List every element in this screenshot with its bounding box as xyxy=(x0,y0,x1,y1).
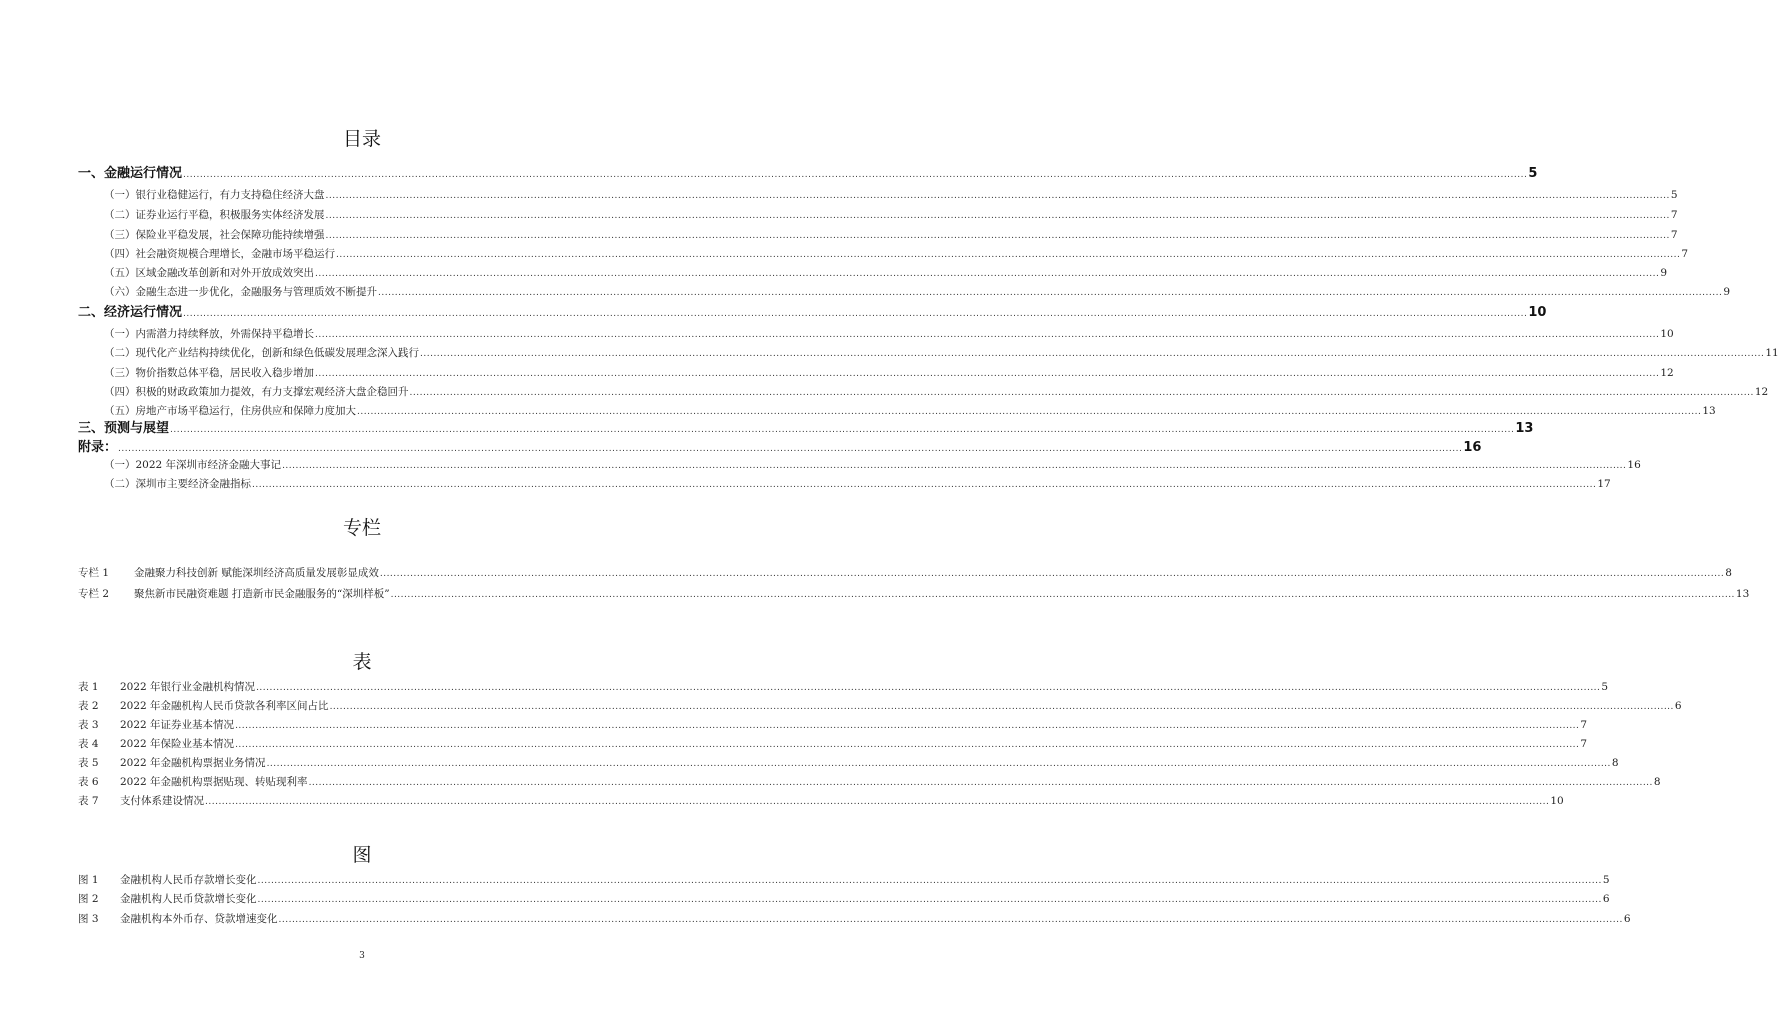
toc-entry[interactable] xyxy=(78,565,1732,581)
dot-leader: ................................................................................................................................................................................................................................................................................................................................................................................................................ xyxy=(205,797,1550,807)
entry-label: 表 3 xyxy=(78,719,99,731)
entry-page-number: 6 xyxy=(1602,893,1610,905)
entry-page-number: 10 xyxy=(1660,328,1674,340)
dot-leader: ................................................................................................................................................................................................................................................................................................................................................................................................................ xyxy=(409,388,1754,398)
dot-leader: ................................................................................................................................................................................................................................................................................................................................................................................................................ xyxy=(235,721,1580,731)
entry-text: 金融机构本外币存、贷款增速变化 xyxy=(120,913,278,925)
dot-leader: ................................................................................................................................................................................................................................................................................................................................................................................................................ xyxy=(257,895,1602,905)
dot-leader: ................................................................................................................................................................................................................................................................................................................................................................................................................ xyxy=(282,461,1627,471)
figures-title: 图 xyxy=(352,844,372,866)
toc-title: 目录 xyxy=(342,128,381,150)
entry-page-number: 13 xyxy=(1702,405,1716,417)
entry-text: （五）房地产市场平稳运行，住房供应和保障力度加大 xyxy=(104,405,356,417)
toc-entry[interactable] xyxy=(78,911,1631,927)
entry-label: 表 4 xyxy=(78,738,99,750)
entry-text: 金融机构人民币贷款增长变化 xyxy=(120,893,257,905)
entry-text: 三、预测与展望 xyxy=(78,421,170,436)
dot-leader: ................................................................................................................................................................................................................................................................................................................................................................................................................ xyxy=(266,759,1611,769)
toc-entry[interactable] xyxy=(104,246,1689,262)
toc-entry[interactable] xyxy=(78,586,1750,602)
entry-page-number: 7 xyxy=(1580,719,1588,731)
entry-page-number: 11 xyxy=(1765,347,1779,359)
toc-entry[interactable] xyxy=(104,284,1731,300)
entry-text: 金融聚力科技创新 赋能深圳经济高质量发展彰显成效 xyxy=(134,567,379,579)
toc-entry[interactable] xyxy=(78,755,1619,771)
entry-page-number: 8 xyxy=(1611,757,1619,769)
dot-leader: ................................................................................................................................................................................................................................................................................................................................................................................................................ xyxy=(256,683,1601,693)
dot-leader: ................................................................................................................................................................................................................................................................................................................................................................................................................ xyxy=(315,269,1660,279)
dot-leader: ................................................................................................................................................................................................................................................................................................................................................................................................................ xyxy=(252,480,1597,490)
entry-page-number: 10 xyxy=(1528,305,1547,320)
dot-leader: ................................................................................................................................................................................................................................................................................................................................................................................................................ xyxy=(278,915,1623,925)
toc-entry[interactable] xyxy=(104,345,1779,361)
toc-entry[interactable] xyxy=(104,403,1716,419)
entry-text: （三）保险业平稳发展，社会保障功能持续增强 xyxy=(104,229,325,241)
entry-page-number: 5 xyxy=(1602,874,1610,886)
entry-page-number: 13 xyxy=(1735,588,1750,600)
toc-entry[interactable] xyxy=(104,265,1668,281)
entry-text: 2022 年金融机构票据业务情况 xyxy=(120,757,266,769)
dot-leader: ................................................................................................................................................................................................................................................................................................................................................................................................................ xyxy=(325,211,1670,221)
entry-page-number: 8 xyxy=(1653,776,1661,788)
entry-label: 表 7 xyxy=(78,795,99,807)
entry-page-number: 6 xyxy=(1674,700,1682,712)
entry-text: （五）区域金融改革创新和对外开放成效突出 xyxy=(104,267,314,279)
entry-page-number: 8 xyxy=(1725,567,1732,579)
entry-label: 表 1 xyxy=(78,681,99,693)
entry-text: （二）证券业运行平稳，积极服务实体经济发展 xyxy=(104,209,325,221)
entry-label: 图 1 xyxy=(78,874,99,886)
entry-text: 2022 年金融机构票据贴现、转贴现利率 xyxy=(120,776,308,788)
toc-entry[interactable] xyxy=(104,476,1611,492)
entry-text: 聚焦新市民融资难题 打造新市民金融服务的“深圳样板” xyxy=(134,588,390,600)
toc-entry[interactable] xyxy=(104,227,1678,243)
entry-text: 2022 年保险业基本情况 xyxy=(120,738,235,750)
entry-page-number: 10 xyxy=(1550,795,1564,807)
toc-entry[interactable] xyxy=(104,457,1641,473)
entry-page-number: 13 xyxy=(1515,421,1534,436)
entry-page-number: 7 xyxy=(1580,738,1588,750)
dot-leader: ................................................................................................................................................................................................................................................................................................................................................................................................................ xyxy=(235,740,1580,750)
entry-page-number: 5 xyxy=(1528,166,1538,181)
entry-text: 附录： xyxy=(78,440,118,455)
entry-text: 2022 年证券业基本情况 xyxy=(120,719,235,731)
dot-leader: ................................................................................................................................................................................................................................................................................................................................................................................................................ xyxy=(315,330,1660,340)
dot-leader: ................................................................................................................................................................................................................................................................................................................................................................................................................ xyxy=(420,349,1765,359)
entry-text: （一）2022 年深圳市经济金融大事记 xyxy=(104,459,282,471)
toc-entry[interactable] xyxy=(78,303,1547,322)
entry-text: （三）物价指数总体平稳，居民收入稳步增加 xyxy=(104,367,314,379)
entry-page-number: 12 xyxy=(1660,367,1674,379)
entry-text: （六）金融生态进一步优化，金融服务与管理质效不断提升 xyxy=(104,286,377,298)
entry-page-number: 16 xyxy=(1627,459,1641,471)
entry-text: 2022 年银行业金融机构情况 xyxy=(120,681,256,693)
dot-leader: ................................................................................................................................................................................................................................................................................................................................................................................................................ xyxy=(257,876,1602,886)
toc-entry[interactable] xyxy=(104,187,1678,203)
entry-text: 二、经济运行情况 xyxy=(78,305,183,320)
dot-leader: ................................................................................................................................................................................................................................................................................................................................................................................................................ xyxy=(379,569,1725,579)
entry-text: 2022 年金融机构人民币贷款各利率区间占比 xyxy=(120,700,329,712)
entry-page-number: 9 xyxy=(1723,286,1731,298)
toc-entry[interactable] xyxy=(78,717,1588,733)
toc-entry[interactable] xyxy=(78,736,1588,752)
entry-label: 图 3 xyxy=(78,913,99,925)
toc-entry[interactable] xyxy=(78,419,1534,438)
entry-label: 图 2 xyxy=(78,893,99,905)
entry-label: 表 5 xyxy=(78,757,99,769)
dot-leader: ................................................................................................................................................................................................................................................................................................................................................................................................................ xyxy=(183,170,1528,180)
toc-entry[interactable] xyxy=(104,326,1674,342)
dot-leader: ................................................................................................................................................................................................................................................................................................................................................................................................................ xyxy=(325,231,1670,241)
entry-text: 金融机构人民币存款增长变化 xyxy=(120,874,257,886)
dot-leader: ................................................................................................................................................................................................................................................................................................................................................................................................................ xyxy=(315,369,1660,379)
dot-leader: ................................................................................................................................................................................................................................................................................................................................................................................................................ xyxy=(118,444,1463,454)
entry-text: （一）内需潜力持续释放，外需保持平稳增长 xyxy=(104,328,314,340)
toc-entry[interactable] xyxy=(104,207,1678,223)
columns-title: 专栏 xyxy=(342,517,381,539)
entry-label: 表 2 xyxy=(78,700,99,712)
dot-leader: ................................................................................................................................................................................................................................................................................................................................................................................................................ xyxy=(329,702,1674,712)
entry-text: 一、金融运行情况 xyxy=(78,166,183,181)
dot-leader: ................................................................................................................................................................................................................................................................................................................................................................................................................ xyxy=(378,288,1723,298)
dot-leader: ................................................................................................................................................................................................................................................................................................................................................................................................................ xyxy=(183,309,1528,319)
entry-text: （四）社会融资规模合理增长，金融市场平稳运行 xyxy=(104,248,335,260)
entry-page-number: 7 xyxy=(1681,248,1689,260)
dot-leader: ................................................................................................................................................................................................................................................................................................................................................................................................................ xyxy=(357,407,1702,417)
toc-entry[interactable] xyxy=(78,774,1661,790)
dot-leader: ................................................................................................................................................................................................................................................................................................................................................................................................................ xyxy=(336,250,1681,260)
entry-page-number: 17 xyxy=(1597,478,1611,490)
entry-text: （二）现代化产业结构持续优化，创新和绿色低碳发展理念深入践行 xyxy=(104,347,419,359)
dot-leader: ................................................................................................................................................................................................................................................................................................................................................................................................................ xyxy=(325,191,1670,201)
toc-entry[interactable] xyxy=(78,872,1610,888)
entry-label: 专栏 2 xyxy=(78,588,110,600)
toc-entry[interactable] xyxy=(78,438,1482,457)
toc-entry[interactable] xyxy=(104,384,1769,400)
entry-page-number: 6 xyxy=(1623,913,1631,925)
entry-label: 专栏 1 xyxy=(78,567,110,579)
toc-entry[interactable] xyxy=(78,164,1538,183)
entry-page-number: 5 xyxy=(1670,189,1678,201)
tables-title: 表 xyxy=(352,651,372,673)
entry-page-number: 5 xyxy=(1601,681,1609,693)
toc-entry[interactable] xyxy=(78,793,1564,809)
dot-leader: ................................................................................................................................................................................................................................................................................................................................................................................................................ xyxy=(170,425,1515,435)
entry-text: （一）银行业稳健运行，有力支持稳住经济大盘 xyxy=(104,189,325,201)
entry-page-number: 16 xyxy=(1463,440,1482,455)
toc-entry[interactable] xyxy=(78,891,1610,907)
dot-leader: ................................................................................................................................................................................................................................................................................................................................................................................................................ xyxy=(308,778,1653,788)
toc-entry[interactable] xyxy=(78,679,1609,695)
dot-leader: ................................................................................................................................................................................................................................................................................................................................................................................................................ xyxy=(390,590,1735,600)
entry-page-number: 7 xyxy=(1670,229,1678,241)
entry-text: （四）积极的财政政策加力提效，有力支撑宏观经济大盘企稳回升 xyxy=(104,386,409,398)
entry-text: （二）深圳市主要经济金融指标 xyxy=(104,478,251,490)
toc-entry[interactable] xyxy=(78,698,1682,714)
toc-entry[interactable] xyxy=(104,365,1674,381)
entry-label: 表 6 xyxy=(78,776,99,788)
entry-page-number: 7 xyxy=(1670,209,1678,221)
page-number: 3 xyxy=(359,951,365,961)
entry-text: 支付体系建设情况 xyxy=(120,795,204,807)
entry-page-number: 9 xyxy=(1660,267,1668,279)
entry-page-number: 12 xyxy=(1754,386,1769,398)
